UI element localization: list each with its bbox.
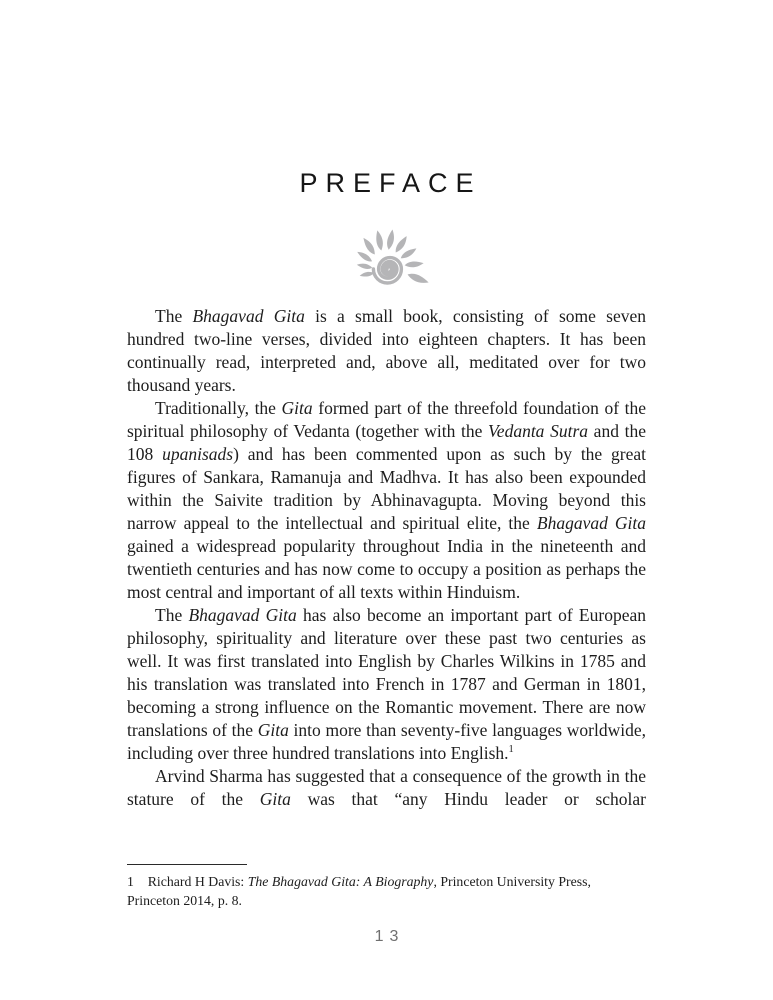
paragraph-2: Traditionally, the Gita formed part of the threefold foundation of the spiritual philosophy of Vedanta (together with the Vedanta Sutra and the 108 upanisads) and has been commented upon as such by the great figures of Sankara, Ramanuja and Madhva. It has also been expounded within the Saivite tradition by Abhinavagupta. Moving beyond this narrow appeal to the intellectual and spiritual elite, the Bhagavad Gita gained a widespread popularity throughout India in the nineteenth and twentieth centuries and has now come to occupy a position as perhaps the most central and important of all texts within Hinduism. [127, 398, 647, 602]
page-number: 13 [374, 928, 405, 945]
footnote [127, 864, 646, 910]
body-text [127, 305, 646, 811]
spiral-sun-ornament-svg [335, 212, 439, 296]
paragraph-4: Arvind Sharma has suggested that a consequence of the growth in the stature of the Gita was that “any Hindu leader or scholar [127, 766, 646, 809]
ornament-spiral [373, 258, 401, 283]
footnote-rule [127, 864, 247, 865]
footnote-text: 1 Richard H Davis: The Bhagavad Gita: A Biography, Princeton University Press, Princeton 2014, p. 8. [127, 874, 591, 908]
paragraph-1: The Bhagavad Gita is a small book, consisting of some seven hundred two-line verses, divided into eighteen chapters. It has been continually read, interpreted and, above all, meditated over for two thousand years. [127, 306, 646, 395]
spiral-sun-ornament [0, 212, 773, 296]
paragraph-3: The Bhagavad Gita has also become an important part of European philosophy, spirituality and literature over these past two centuries as well. It was first translated into English by Charles Wilkins in 1785 and his translation was translated into French in 1787 and German in 1801, becoming a strong influence on the Romantic movement. There are now translations of the Gita into more than seventy-five languages worldwide, including over three hundred translations into English.$^1$ [127, 605, 646, 763]
page-title: PREFACE [299, 168, 482, 198]
